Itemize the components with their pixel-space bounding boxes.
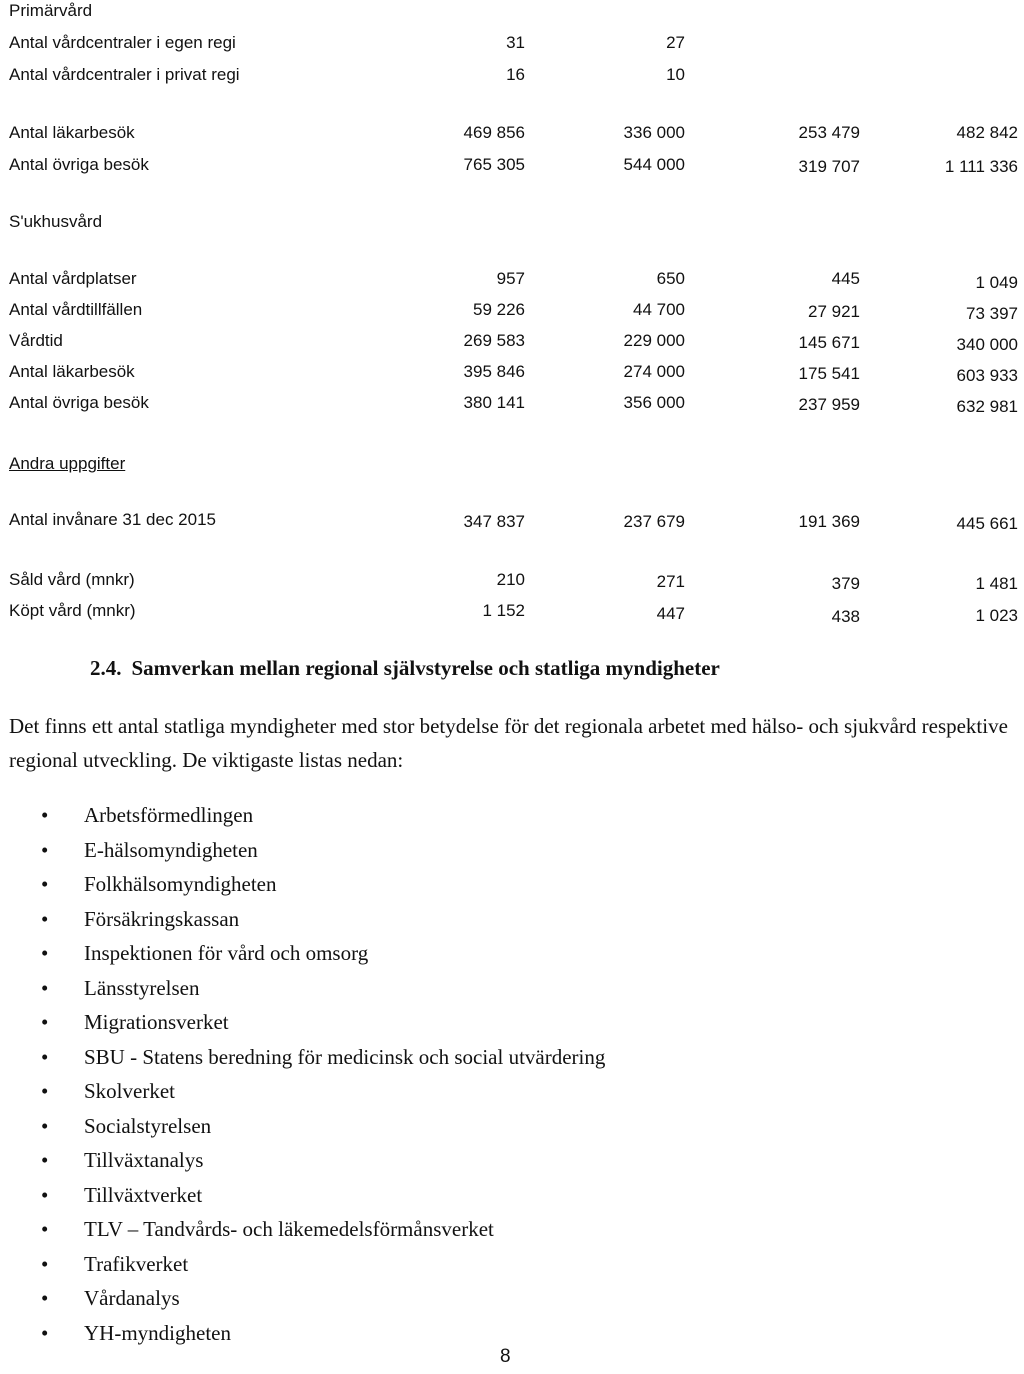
list-item: [0, 1316, 1024, 1351]
table-row: [0, 65, 1024, 89]
bullet-icon: •: [41, 1113, 49, 1138]
list-item: [0, 1212, 1024, 1247]
table-row: [0, 601, 1024, 625]
bullet-icon: •: [41, 1320, 49, 1345]
table-row: [0, 155, 1024, 179]
bullet-icon: •: [41, 1217, 49, 1241]
section-number: 2.4.: [90, 656, 122, 680]
row-label: Antal övriga besök: [9, 155, 149, 174]
value-col-1: 380 141: [463, 393, 525, 412]
list-item: [0, 1143, 1024, 1178]
value-col-3: 319 707: [798, 157, 860, 176]
value-col-4: 1 111 336: [944, 157, 1018, 176]
value-col-2: 271: [656, 572, 685, 591]
list-item: [0, 1040, 1024, 1075]
bullet-icon: •: [41, 1251, 49, 1276]
row-label: Såld vård (mnkr): [9, 570, 135, 589]
value-col-1: 1 152: [482, 601, 525, 620]
table-row: [0, 510, 1024, 534]
bullet-icon: •: [41, 1079, 49, 1103]
section-heading-andra-uppgifter: Andra uppgifter: [9, 454, 126, 473]
table-row: [0, 33, 1024, 57]
value-col-1: 59 226: [473, 300, 525, 319]
value-col-2: 27: [666, 33, 685, 52]
list-item-text: SBU - Statens beredning för medicinsk och social utvärdering: [84, 1044, 606, 1069]
value-col-1: 210: [496, 570, 525, 589]
table-row: [0, 300, 1024, 324]
list-item-text: Arbetsförmedlingen: [84, 803, 254, 827]
list-item-text: E-hälsomyndigheten: [84, 837, 258, 862]
value-col-1: 16: [506, 65, 525, 84]
section-title: [90, 656, 720, 681]
bullet-icon: •: [41, 837, 49, 862]
value-col-4: 1 023: [975, 606, 1018, 625]
bullet-icon: •: [41, 1182, 49, 1207]
list-item-text: Inspektionen för vård och omsorg: [84, 941, 369, 965]
value-col-2: 447: [656, 604, 685, 623]
list-item: [0, 1109, 1024, 1144]
row-label: Antal läkarbesök: [9, 362, 135, 381]
list-item-text: Vårdanalys: [84, 1286, 180, 1310]
list-item: [0, 798, 1024, 833]
value-col-1: 269 583: [463, 331, 525, 350]
list-item: [0, 1074, 1024, 1109]
list-item: [0, 936, 1024, 971]
value-col-2: 10: [666, 65, 685, 84]
value-col-1: 31: [506, 33, 525, 52]
value-col-2: 336 000: [623, 123, 685, 142]
list-item: [0, 867, 1024, 902]
list-item-text: TLV – Tandvårds- och läkemedelsförmånsverket: [84, 1217, 494, 1241]
bullet-icon: •: [41, 1044, 49, 1069]
value-col-2: 44 700: [633, 300, 685, 319]
value-col-4: 1 481: [975, 574, 1018, 593]
list-item: [0, 1178, 1024, 1213]
row-label: Köpt vård (mnkr): [9, 601, 136, 620]
value-col-1: 957: [496, 269, 525, 288]
table-row: [0, 123, 1024, 147]
list-item-text: Tillväxtverket: [84, 1182, 203, 1207]
table-row: [0, 362, 1024, 386]
agency-list: [0, 798, 1024, 1350]
value-col-3: 145 671: [798, 333, 860, 352]
value-col-3: 253 479: [798, 123, 860, 142]
table-row: [0, 331, 1024, 355]
value-col-3: 445: [831, 269, 860, 288]
bullet-icon: •: [41, 872, 49, 896]
list-item: [0, 1005, 1024, 1040]
list-item: [0, 833, 1024, 868]
section-heading-sjukhusvard: S'ukhusvård: [9, 212, 103, 231]
body-paragraph: Det finns ett antal statliga myndigheter med stor betydelse för det regionala arbetet med hälso- och sjukvård respektive regional utveckling. De viktigaste listas nedan:: [9, 714, 1008, 772]
row-label: Antal övriga besök: [9, 393, 149, 412]
list-item-text: YH-myndigheten: [84, 1320, 231, 1345]
bullet-icon: •: [41, 906, 49, 931]
page-number: 8: [500, 1346, 511, 1367]
table-row: [0, 393, 1024, 417]
row-label: Antal invånare 31 dec 2015: [9, 510, 216, 529]
value-col-2: 229 000: [623, 331, 685, 350]
value-col-2: 237 679: [623, 512, 685, 531]
value-col-3: 379: [831, 574, 860, 593]
row-label: Antal vårdplatser: [9, 269, 137, 288]
row-label: Antal läkarbesök: [9, 123, 135, 142]
bullet-icon: •: [41, 1010, 49, 1034]
value-col-4: 73 397: [966, 304, 1018, 323]
section-title-text: Samverkan mellan regional självstyrelse och statliga myndigheter: [131, 656, 720, 680]
value-col-2: 356 000: [623, 393, 685, 412]
value-col-4: 482 842: [956, 123, 1018, 142]
list-item: [0, 971, 1024, 1006]
value-col-4: 445 661: [956, 514, 1018, 533]
value-col-3: 27 921: [808, 302, 860, 321]
bullet-icon: •: [41, 1286, 49, 1310]
value-col-3: 175 541: [798, 364, 860, 383]
row-label: Antal vårdtillfällen: [9, 300, 143, 319]
table-row: [0, 269, 1024, 293]
bullet-icon: •: [41, 975, 49, 1000]
value-col-1: 347 837: [463, 512, 525, 531]
list-item-text: Skolverket: [84, 1079, 175, 1103]
table-row: [0, 570, 1024, 594]
list-item-text: Socialstyrelsen: [84, 1113, 212, 1138]
value-col-2: 274 000: [623, 362, 685, 381]
list-item-text: Försäkringskassan: [84, 906, 240, 931]
value-col-1: 469 856: [463, 123, 525, 142]
list-item-text: Länsstyrelsen: [84, 975, 200, 1000]
value-col-3: 438: [831, 607, 860, 626]
value-col-4: 632 981: [956, 397, 1018, 416]
bullet-icon: •: [41, 803, 49, 827]
list-item-text: Tillväxtanalys: [84, 1148, 204, 1172]
list-item-text: Folkhälsomyndigheten: [84, 872, 277, 896]
value-col-4: 340 000: [956, 335, 1018, 354]
bullet-icon: •: [41, 941, 49, 965]
section-heading-primarvard: Primärvård: [9, 1, 93, 20]
value-col-1: 765 305: [463, 155, 525, 174]
value-col-2: 650: [656, 269, 685, 288]
bullet-icon: •: [41, 1148, 49, 1172]
value-col-2: 544 000: [623, 155, 685, 174]
value-col-4: 1 049: [975, 273, 1018, 292]
list-item-text: Trafikverket: [84, 1251, 189, 1276]
list-item-text: Migrationsverket: [84, 1010, 229, 1034]
list-item: [0, 1281, 1024, 1316]
value-col-3: 237 959: [798, 395, 860, 414]
value-col-1: 395 846: [463, 362, 525, 381]
row-label: Antal vårdcentraler i egen regi: [9, 33, 236, 52]
list-item: [0, 902, 1024, 937]
row-label: Antal vårdcentraler i privat regi: [9, 65, 240, 84]
list-item: [0, 1247, 1024, 1282]
row-label: Vårdtid: [9, 331, 63, 350]
value-col-4: 603 933: [956, 366, 1018, 385]
value-col-3: 191 369: [798, 512, 860, 531]
